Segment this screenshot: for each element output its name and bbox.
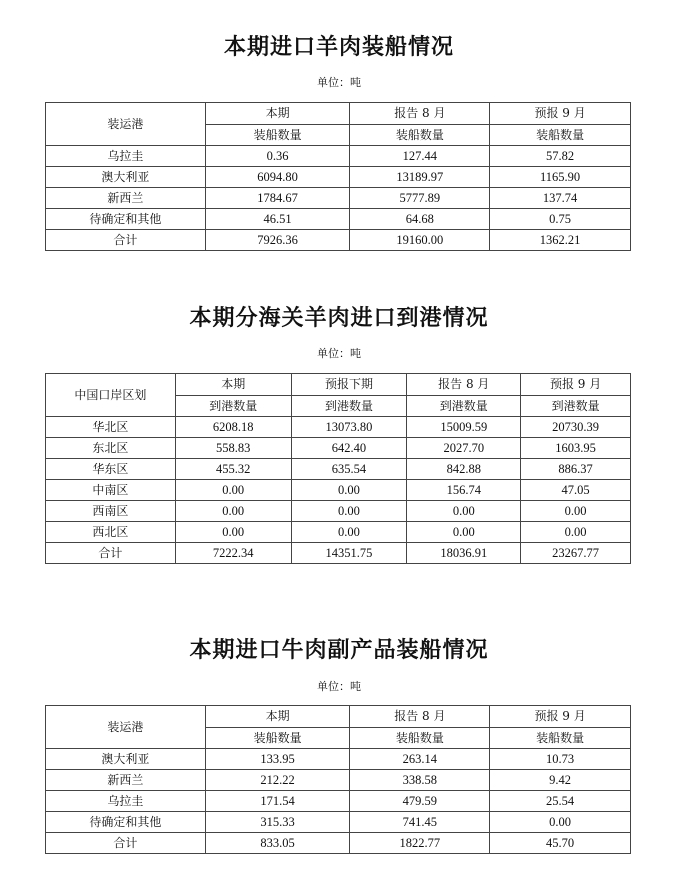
cell: 1362.21	[490, 230, 631, 251]
table-total-row	[46, 230, 631, 251]
table-row	[46, 167, 631, 188]
header-sub: 装船数量	[490, 727, 631, 749]
cell: 45.70	[490, 833, 631, 854]
cell: 25.54	[490, 791, 631, 812]
cell: 833.05	[205, 833, 350, 854]
cell: 5777.89	[350, 188, 490, 209]
cell: 9.42	[490, 770, 631, 791]
table-row	[46, 812, 631, 833]
row-label: 合计	[46, 230, 206, 251]
table-row	[46, 146, 631, 167]
row-label: 合计	[46, 833, 206, 854]
table-row	[46, 770, 631, 791]
header-group: 预报下期	[291, 374, 407, 396]
row-label: 乌拉圭	[46, 791, 206, 812]
row-label: 新西兰	[46, 188, 206, 209]
table-row	[46, 417, 631, 438]
table-row	[46, 480, 631, 501]
cell: 338.58	[350, 770, 490, 791]
header-group: 报告 8 月	[407, 374, 521, 396]
cell: 455.32	[175, 459, 291, 480]
table-row	[46, 501, 631, 522]
row-label: 待确定和其他	[46, 812, 206, 833]
row-label: 西北区	[46, 522, 176, 543]
cell: 133.95	[205, 749, 350, 770]
row-label: 华东区	[46, 459, 176, 480]
cell: 13073.80	[291, 417, 407, 438]
section-3-title: 本期进口牛肉副产品装船情况	[189, 638, 489, 663]
row-label: 华北区	[46, 417, 176, 438]
table-header-row	[46, 374, 631, 396]
cell: 2027.70	[407, 438, 521, 459]
cell: 886.37	[521, 459, 631, 480]
cell: 0.00	[291, 480, 407, 501]
cell: 0.00	[521, 522, 631, 543]
cell: 156.74	[407, 480, 521, 501]
header-first: 装运港	[46, 706, 206, 749]
cell: 212.22	[205, 770, 350, 791]
cell: 1165.90	[490, 167, 631, 188]
cell: 0.00	[291, 522, 407, 543]
header-sub: 到港数量	[407, 395, 521, 417]
cell: 6208.18	[175, 417, 291, 438]
table-total-row	[46, 543, 631, 564]
header-sub: 装船数量	[490, 124, 631, 146]
cell: 14351.75	[291, 543, 407, 564]
row-label: 东北区	[46, 438, 176, 459]
cell: 10.73	[490, 749, 631, 770]
table-header-row	[46, 706, 631, 728]
cell: 479.59	[350, 791, 490, 812]
header-first: 装运港	[46, 103, 206, 146]
cell: 0.75	[490, 209, 631, 230]
cell: 315.33	[205, 812, 350, 833]
section-1-table	[45, 102, 631, 251]
header-group: 报告 8 月	[350, 706, 490, 728]
cell: 47.05	[521, 480, 631, 501]
cell: 57.82	[490, 146, 631, 167]
cell: 0.00	[490, 812, 631, 833]
header-sub: 到港数量	[175, 395, 291, 417]
cell: 64.68	[350, 209, 490, 230]
cell: 0.00	[291, 501, 407, 522]
cell: 263.14	[350, 749, 490, 770]
row-label: 澳大利亚	[46, 167, 206, 188]
cell: 0.00	[407, 501, 521, 522]
cell: 642.40	[291, 438, 407, 459]
row-label: 澳大利亚	[46, 749, 206, 770]
cell: 7222.34	[175, 543, 291, 564]
header-group: 报告 8 月	[350, 103, 490, 125]
cell: 6094.80	[205, 167, 350, 188]
header-group: 本期	[205, 103, 350, 125]
row-label: 合计	[46, 543, 176, 564]
cell: 13189.97	[350, 167, 490, 188]
header-group: 预报 9 月	[521, 374, 631, 396]
header-sub: 到港数量	[291, 395, 407, 417]
section-3-table	[45, 705, 631, 854]
table-total-row	[46, 833, 631, 854]
section-2-title: 本期分海关羊肉进口到港情况	[189, 306, 489, 331]
table-row	[46, 791, 631, 812]
cell: 0.36	[205, 146, 350, 167]
cell: 137.74	[490, 188, 631, 209]
header-sub: 装船数量	[350, 124, 490, 146]
cell: 15009.59	[407, 417, 521, 438]
cell: 635.54	[291, 459, 407, 480]
cell: 171.54	[205, 791, 350, 812]
cell: 23267.77	[521, 543, 631, 564]
cell: 19160.00	[350, 230, 490, 251]
cell: 1822.77	[350, 833, 490, 854]
header-sub: 到港数量	[521, 395, 631, 417]
row-label: 待确定和其他	[46, 209, 206, 230]
row-label: 新西兰	[46, 770, 206, 791]
cell: 0.00	[175, 522, 291, 543]
header-group: 预报 9 月	[490, 103, 631, 125]
table-row	[46, 209, 631, 230]
section-2-unit: 单位：吨	[317, 347, 361, 360]
row-label: 西南区	[46, 501, 176, 522]
header-sub: 装船数量	[350, 727, 490, 749]
cell: 741.45	[350, 812, 490, 833]
section-1-title: 本期进口羊肉装船情况	[223, 35, 454, 60]
cell: 0.00	[521, 501, 631, 522]
cell: 20730.39	[521, 417, 631, 438]
cell: 842.88	[407, 459, 521, 480]
table-row	[46, 522, 631, 543]
cell: 1603.95	[521, 438, 631, 459]
row-label: 中南区	[46, 480, 176, 501]
header-group: 预报 9 月	[490, 706, 631, 728]
cell: 0.00	[175, 501, 291, 522]
cell: 1784.67	[205, 188, 350, 209]
table-row	[46, 188, 631, 209]
cell: 0.00	[175, 480, 291, 501]
cell: 7926.36	[205, 230, 350, 251]
section-1-unit: 单位：吨	[317, 76, 361, 89]
table-row	[46, 749, 631, 770]
header-group: 本期	[205, 706, 350, 728]
cell: 127.44	[350, 146, 490, 167]
cell: 0.00	[407, 522, 521, 543]
header-sub: 装船数量	[205, 124, 350, 146]
cell: 18036.91	[407, 543, 521, 564]
section-3-unit: 单位：吨	[317, 680, 361, 693]
table-row	[46, 438, 631, 459]
section-2-table	[45, 373, 631, 564]
cell: 46.51	[205, 209, 350, 230]
row-label: 乌拉圭	[46, 146, 206, 167]
header-sub: 装船数量	[205, 727, 350, 749]
header-group: 本期	[175, 374, 291, 396]
table-row	[46, 459, 631, 480]
header-first: 中国口岸区划	[46, 374, 176, 417]
table-header-row	[46, 103, 631, 125]
cell: 558.83	[175, 438, 291, 459]
